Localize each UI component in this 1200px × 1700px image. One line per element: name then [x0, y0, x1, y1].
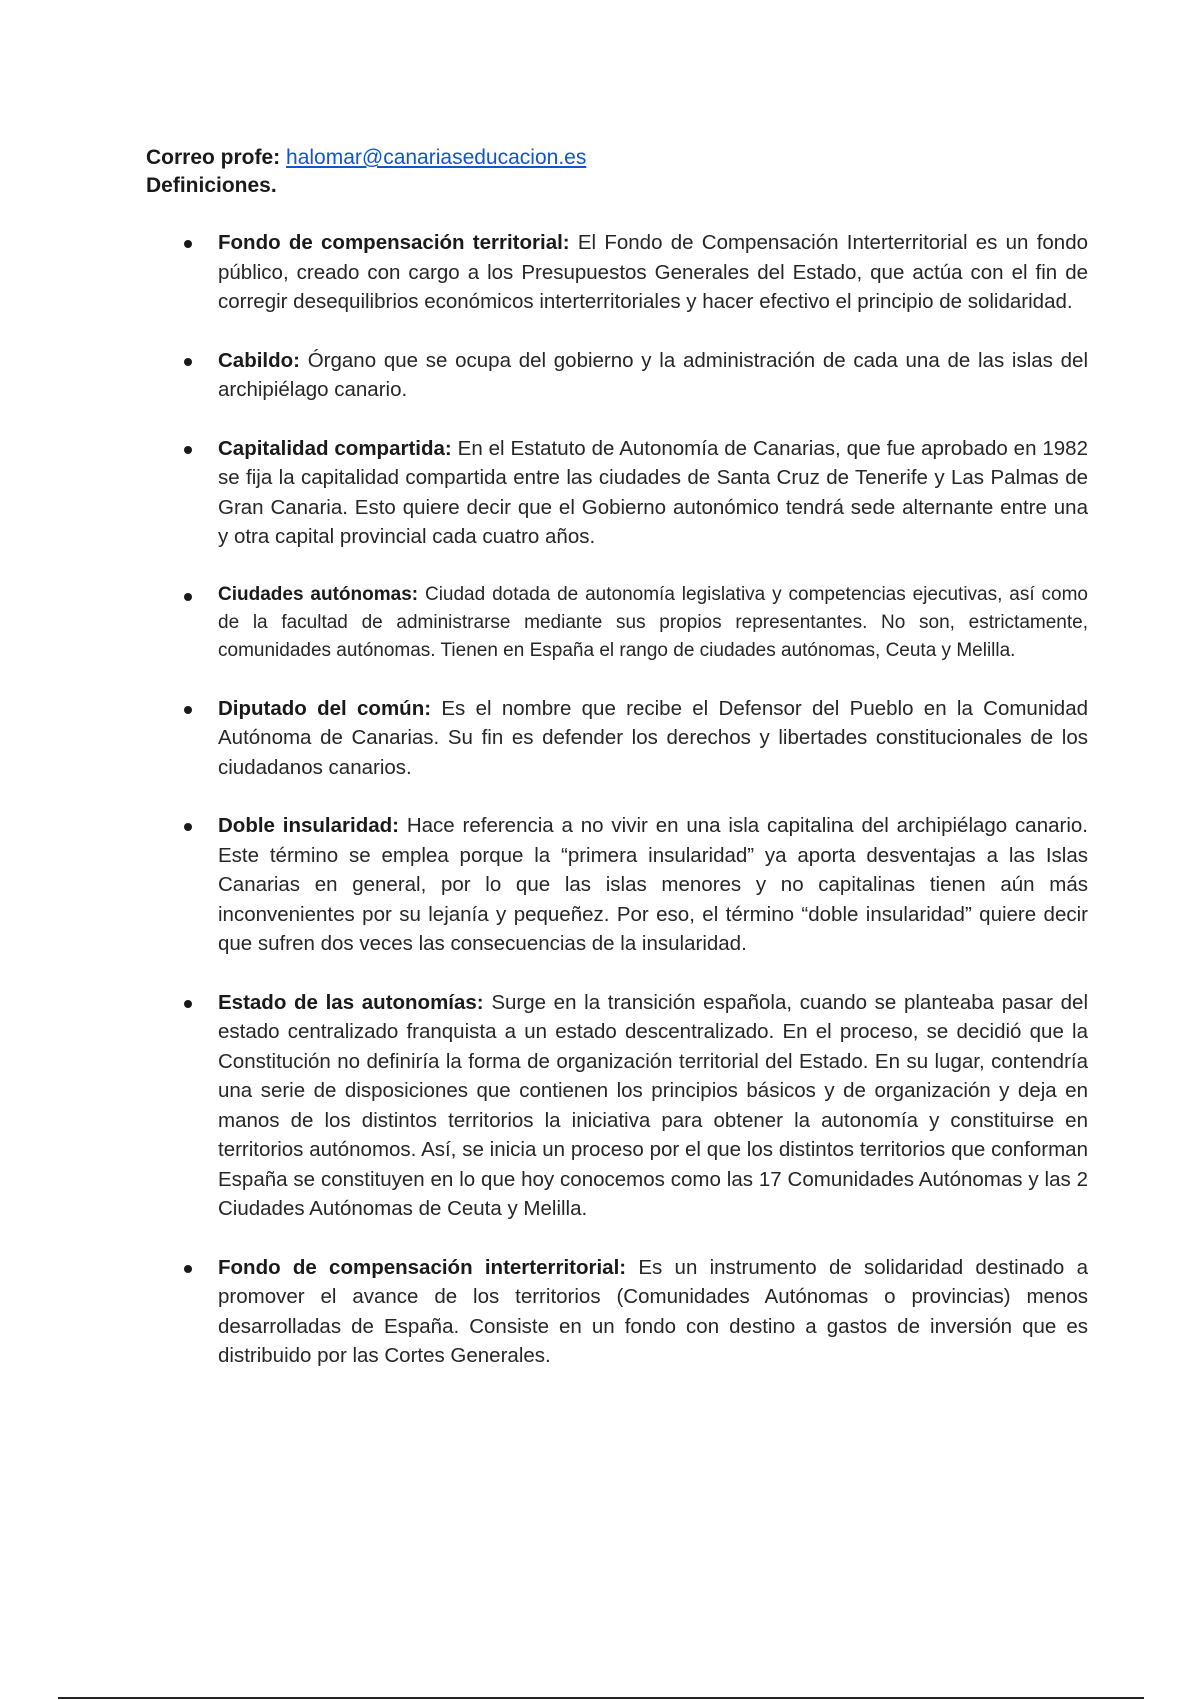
- bullet-icon: [184, 706, 192, 714]
- definition-item: [146, 434, 1088, 552]
- bullet-icon: [184, 823, 192, 831]
- definition-term: Diputado del común:: [218, 696, 442, 720]
- bullet-icon: [184, 240, 192, 248]
- definition-text: El Fondo de Compensación Interterritorial es un fondo público, creado con cargo a los Presupuestos Generales del Estado, que actúa con el fin de corregir desequilibrios económicos interterritoriales y hacer efectivo el principio de solidaridad.: [218, 231, 1088, 313]
- definition-item: [146, 1253, 1088, 1371]
- definition-term: Fondo de compensación interterritorial:: [218, 1255, 639, 1279]
- bullet-icon: [184, 593, 192, 601]
- definition-term: Capitalidad compartida:: [218, 436, 458, 460]
- document-header: [146, 144, 586, 200]
- definition-item: [146, 346, 1088, 405]
- definition-text: Ciudad dotada de autonomía legislativa y competencias ejecutivas, así como de la facultad de administrarse mediante sus propios representantes. No son, estrictamente, comunidades autónomas. Tienen en España el rango de ciudades autónomas, Ceuta y Melilla.: [218, 583, 1088, 661]
- section-title: Definiciones.: [146, 174, 277, 197]
- definitions-list: [146, 228, 1088, 1400]
- bullet-icon: [184, 446, 192, 454]
- bullet-icon: [184, 358, 192, 366]
- definition-term: Ciudades autónomas:: [218, 583, 425, 605]
- definition-text: Hace referencia a no vivir en una isla capitalina del archipiélago canario. Este término se emplea porque la “primera insularidad” ya aporta desventajas a las Islas Canarias en general, por lo que las islas menores y no capitalinas tienen aún más inconvenientes por su lejanía y pequeñez. Por eso, el término “doble insularidad” quiere decir que sufren dos veces las consecuencias de la insularidad.: [218, 814, 1088, 955]
- footer-divider: [58, 1697, 1144, 1699]
- definition-text: Órgano que se ocupa del gobierno y la administración de cada una de las islas del archipiélago canario.: [218, 348, 1089, 401]
- definition-item: [146, 988, 1088, 1224]
- definition-item: [146, 228, 1088, 317]
- definition-term: Doble insularidad:: [218, 814, 407, 837]
- definition-term: Cabildo:: [218, 348, 308, 372]
- definition-item: [146, 581, 1088, 665]
- definition-term: Estado de las autonomías:: [218, 990, 492, 1014]
- definition-text: Surge en la transición española, cuando se planteaba pasar del estado centralizado franquista a un estado descentralizado. En el proceso, se decidió que la Constitución no definiría la forma de organización territorial del Estado. En su lugar, contendría una serie de disposiciones que contienen los principios básicos y de organización y deja en manos de los distintos territorios la iniciativa para obtener la autonomía y constituirse en territorios autónomos. Así, se inicia un proceso por el que los distintos territorios que conforman España se constituyen en lo que hoy conocemos como las 17 Comunidades Autónomas y las 2 Ciudades Autónomas de Ceuta y Melilla.: [218, 990, 1089, 1220]
- definition-item: [146, 811, 1088, 959]
- definition-term: Fondo de compensación territorial:: [218, 231, 578, 254]
- definition-item: [146, 694, 1088, 783]
- email-link[interactable]: halomar@canariaseducacion.es: [286, 146, 587, 169]
- definition-text: Es un instrumento de solidaridad destinado a promover el avance de los territorios (Comunidades Autónomas o provincias) menos desarrolladas de España. Consiste en un fondo con destino a gastos de inversión que es distribuido por las Cortes Generales.: [218, 1255, 1088, 1367]
- definition-text: En el Estatuto de Autonomía de Canarias, que fue aprobado en 1982 se fija la capitalidad compartida entre las ciudades de Santa Cruz de Tenerife y Las Palmas de Gran Canaria. Esto quiere decir que el Gobierno autonómico tendrá sede alternante entre una y otra capital provincial cada cuatro años.: [218, 436, 1088, 548]
- definition-text: Es el nombre que recibe el Defensor del Pueblo en la Comunidad Autónoma de Canarias. Su fin es defender los derechos y libertades constitucionales de los ciudadanos canarios.: [218, 696, 1088, 779]
- email-label: Correo profe:: [146, 146, 287, 169]
- bullet-icon: [184, 1265, 192, 1273]
- email-line: [146, 144, 586, 172]
- bullet-icon: [184, 1000, 192, 1008]
